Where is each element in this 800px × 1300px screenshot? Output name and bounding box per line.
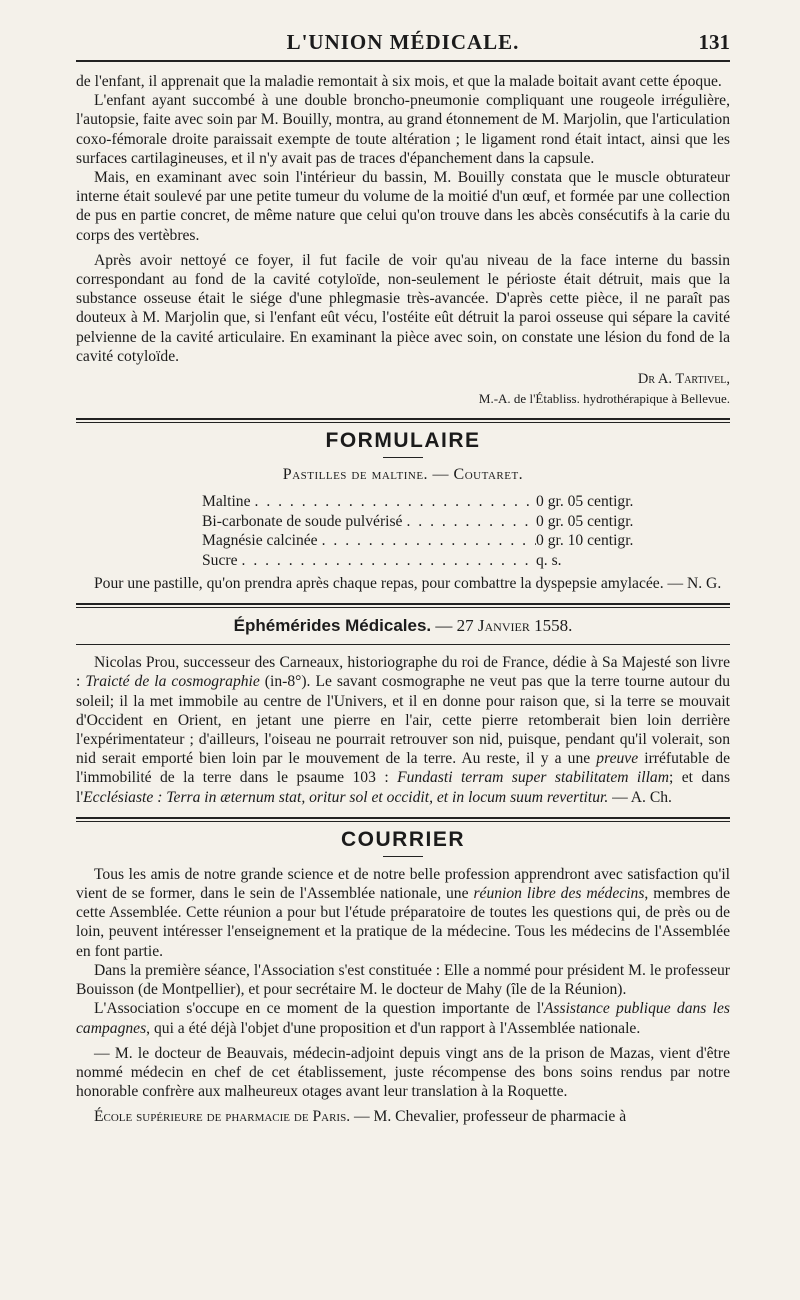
leader-dots [402, 512, 536, 532]
page-number: 131 [698, 30, 730, 54]
article-continued [76, 72, 730, 408]
paragraph: — M. le docteur de Beauvais, médecin-adjoint depuis vingt ans de la prison de Mazas, vient d'être nommé médecin en chef de cet établissement, juste récompense des bons soins rendus par notre honorable confrère aux malheureux otages avant leur translation à la Roquette. [76, 1044, 730, 1101]
leader-dots [251, 492, 536, 512]
running-head [76, 24, 730, 62]
ingredient-quantity: 0 gr. 10 centigr. [536, 532, 634, 550]
section-title: COURRIER [340, 827, 465, 851]
ingredient-quantity: 0 gr. 05 centigr. [536, 493, 634, 511]
formula-row [202, 492, 662, 512]
ephemerides-text [76, 653, 730, 807]
signature [76, 370, 730, 408]
courrier-section [76, 828, 730, 1127]
paragraph [76, 865, 730, 961]
ingredient-name: Magnésie calcinée [202, 532, 318, 550]
ingredient-quantity: 0 gr. 05 centigr. [536, 512, 634, 530]
ingredient-name: Maltine [202, 493, 251, 511]
ephemerides-title: Éphémérides Médicales. [233, 616, 432, 636]
book-title: Traicté de la cosmographie [85, 673, 260, 691]
text-run: (in-8°). Le savant cosmographe ne veut pas que la terre tourne autour du soleil; il la met immobile au centre de l'Univers, et il en donne pour raison que, si la terre se mouvait d'Occident en Orient, en jetant une pierre en l'air, cette pierre retomberait bien loin derrière l'expérimentateur ; d'ailleurs, l'oiseau ne pourrait retrouver son nid, puisque, pendant qu'il volerait, son nid serait emporté bien loin par le mouvement de la terre. Au reste, il y a une [76, 673, 730, 768]
ecclesiastes-quote: Ecclésiaste : Terra in æternum stat, oritur sol et occidit, et in locum suum revertitur. [83, 788, 609, 806]
paragraph [76, 999, 730, 1037]
ephemerides-date: — 27 Janvier 1558. [435, 616, 573, 636]
ingredient-name: Sucre [202, 551, 238, 569]
formula-row [202, 551, 662, 571]
leader-dots [238, 551, 536, 571]
paragraph [76, 1107, 730, 1126]
paragraph: L'enfant ayant succombé à une double broncho-pneumonie compliquant une rougeole irrégulière, l'autopsie, faite avec soin par M. Bouilly, montra, au grand étonnement de M. Marjolin, que l'articulation coxo-fémorale droite paraissait exempte de toute altération ; le ligament rond était intact, ainsi que les surfaces cartilagineuses, et il n'y avait pas de traces d'épanchement dans la capsule. [76, 92, 730, 167]
emphasis: preuve [596, 750, 639, 768]
text-run: Nicolas Prou, successeur des Carneaux, historiographe du roi de France, dédie à Sa Majesté son livre : [76, 654, 730, 691]
formula-note: Pour une pastille, qu'on prendra après chaque repas, pour combattre la dyspepsie amylacée. — N. G. [94, 575, 722, 593]
paragraph: de l'enfant, il apprenait que la maladie remontait à six mois, et que la malade boitait avant cette époque. [76, 73, 722, 90]
leader-dots [318, 531, 536, 551]
text-run: , membres de cette Assemblée. Cette réunion a pour but l'étude préparatoire de toutes les questions qui, de près ou de loin, peuvent intéresser l'enseignement et la pratique de la médecine. Tous les médecins de l'Assemblée en font partie. [76, 885, 730, 960]
ingredient-quantity: q. s. [536, 551, 562, 569]
text-run: — M. Chevalier, professeur de pharmacie à [350, 1108, 627, 1126]
heading-rule [76, 644, 730, 645]
text-run: ; et dans l' [76, 769, 731, 806]
ingredient-name: Bi-carbonate de soude pulvérisé [202, 512, 403, 530]
ephemerides-section [76, 616, 730, 807]
signature-affiliation: M.-A. de l'Établiss. hydrothérapique à Bellevue. [478, 391, 730, 407]
psalm-quote: Fundasti terram super stabilitatem illam [397, 769, 669, 787]
text-run: , qui a été déjà l'objet d'une proposition et d'un rapport à l'Assemblée nationale. [146, 1019, 641, 1037]
signature-name: Dr A. Tartivel, [637, 371, 730, 388]
section-divider [76, 817, 730, 822]
paragraph: Dans la première séance, l'Association s'est constituée : Elle a nommé pour président M. le professeur Bouisson (de Montpellier), et pour secrétaire M. le docteur de Mahy (île de la Réunion). [76, 961, 730, 999]
text-run: — A. Ch. [608, 788, 672, 806]
emphasis: Assistance publique dans les campagnes [76, 1000, 730, 1037]
section-divider [76, 418, 730, 423]
formulaire-section [76, 429, 730, 593]
title-rule [383, 856, 423, 857]
formula-subtitle: Pastilles de maltine. — Coutaret. [282, 466, 524, 484]
section-divider [76, 603, 730, 608]
section-title: FORMULAIRE [325, 429, 481, 453]
formula-row [202, 512, 662, 532]
institution-name: École supérieure de pharmacie de Paris. [94, 1108, 351, 1126]
formula-row [202, 531, 662, 551]
formula-list [202, 492, 662, 570]
paragraph: Mais, en examinant avec soin l'intérieur du bassin, M. Bouilly constata que le muscle obturateur interne était soulevé par une petite tumeur du volume de la moitié d'un œuf, et formée par une collection de pus en partie concret, de même nature que celui qu'on trouve dans les abcès consécutifs à la carie du corps des vertèbres. [76, 169, 730, 244]
title-rule [383, 457, 423, 458]
text-run: irréfutable de l'immobilité de la terre dans le psaume 103 : [76, 750, 730, 787]
ephemerides-heading [76, 616, 730, 636]
text-run: Tous les amis de notre grande science et de notre belle profession apprendront avec satisfaction qu'il vient de se former, dans le sein de l'Assemblée nationale, une [76, 865, 730, 903]
journal-title: L'UNION MÉDICALE. [286, 30, 520, 54]
paragraph: Après avoir nettoyé ce foyer, il fut facile de voir qu'au niveau de la face interne du bassin correspondant au fond de la cavité cotyloïde, non-seulement le périoste était détruit, mais que la substance osseuse était le siége d'une phlegmasie très-avancée. D'après cette pièce, il ne paraît pas douteux à M. Marjolin que, si l'enfant eût vécu, l'ostéite eût détruit la paroi osseuse qui sépare la cavité pelvienne de la cavité articulaire. En examinant la pièce avec soin, on constate une lésion du fond de la cavité cotyloïde. [76, 251, 730, 365]
text-run: L'Association s'occupe en ce moment de la question importante de l' [94, 1000, 544, 1018]
emphasis: réunion libre des médecins [473, 885, 645, 903]
